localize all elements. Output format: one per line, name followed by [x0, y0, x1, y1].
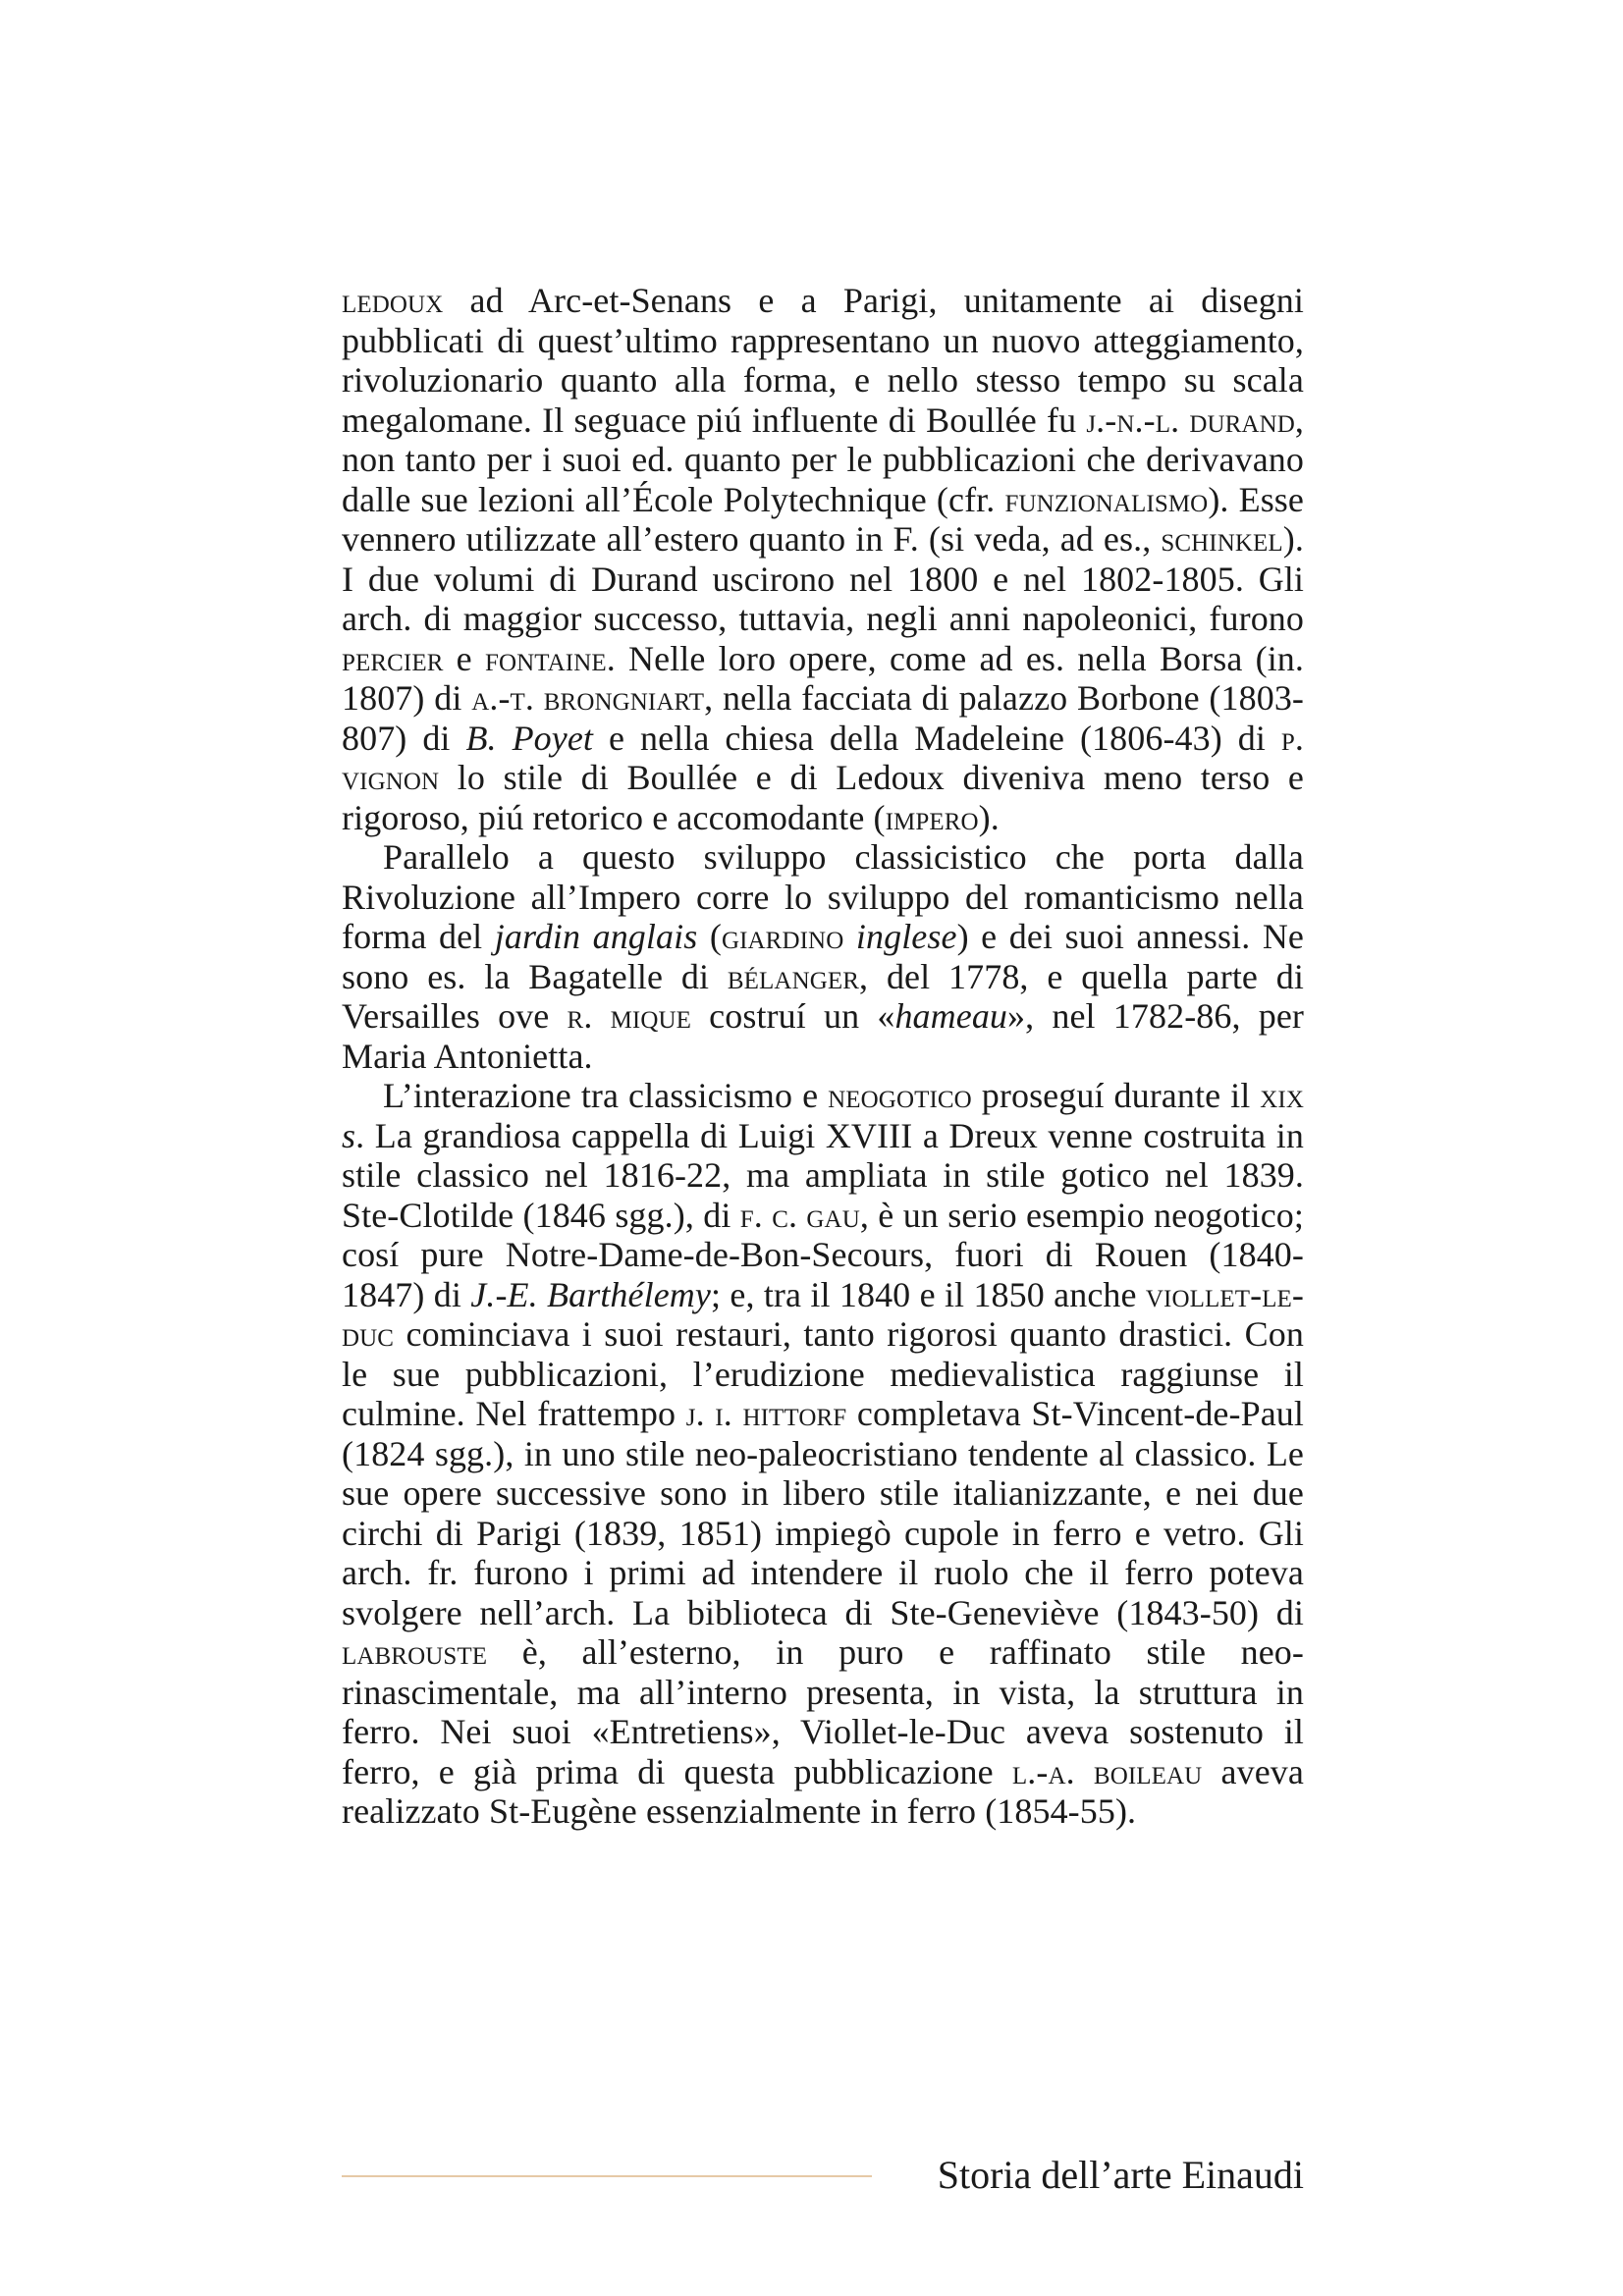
name-reference: a.-t. brongniart: [471, 678, 705, 718]
paragraph-2: [342, 837, 1304, 1076]
text-run: L’interazione tra classicismo e: [383, 1076, 829, 1115]
name-reference: labrouste: [342, 1632, 488, 1672]
text-run: ) e dei suoi annessi. Ne sono es. la Bagatelle di: [342, 917, 1305, 996]
text-run: completava St-Vincent-de-Paul (1824 sgg.), in uno stile neo-paleocristiano tendente al classico. Le sue opere successive sono in libero stile italianizzante, e nei due circhi di Parigi (1839, 1851) impiegò cupole in ferro e vetro. Gli arch. fr. furono i primi ad intendere il ruolo che il ferro poteva svolgere nell’arch. La biblioteca di Ste-Geneviève (1843-50) di: [342, 1394, 1304, 1632]
footer-rule: [342, 2175, 872, 2177]
text-run: proseguí durante il: [971, 1076, 1261, 1115]
text-run: ). I due volumi di Durand uscirono nel 1800 e nel 1802-1805. Gli arch. di maggior successo, tuttavia, negli anni napoleonici, furono: [342, 519, 1304, 638]
text-run: [843, 917, 856, 956]
text-run: Parallelo a questo sviluppo classicistico che porta dalla Rivoluzione all’Impero corre lo sviluppo del romanticismo nella forma del: [342, 837, 1304, 956]
italic-text: B. Poyet: [465, 718, 594, 758]
body-text: [342, 281, 1304, 1832]
italic-text: hameau: [894, 996, 1008, 1036]
text-run: . Nelle loro opere, come ad es. nella Borsa (in. 1807) di: [342, 638, 1304, 718]
text-run: ).: [978, 797, 1000, 837]
text-run: ad Arc-et-Senans e a Parigi, unitamente ai disegni pubblicati di quest’ultimo rappresentano un nuovo atteggiamento, rivoluzionario quanto alla forma, e nello stesso tempo su scala megalomane. Il seguace piú influente di Boullée fu: [342, 281, 1304, 440]
name-reference: j. i. hittorf: [685, 1394, 847, 1433]
text-run: ). Esse vennero utilizzate all’estero quanto in F. (si veda, ad es.,: [342, 479, 1304, 559]
name-reference: impero: [885, 797, 979, 837]
text-run: , del 1778, e quella parte di Versailles ove: [342, 956, 1304, 1036]
text-run: , non tanto per i suoi ed. quanto per le pubblicazioni che derivavano dalle sue lezioni all’École Polytechnique (cfr.: [342, 400, 1304, 519]
text-run: . La grandiosa cappella di Luigi XVIII a Dreux venne costruita in stile classico nel 1816-22, ma ampliata in stile gotico nel 1839. Ste-Clotilde (1846 sgg.), di: [342, 1115, 1304, 1235]
name-reference: r. mique: [567, 996, 692, 1036]
name-reference: fontaine: [484, 638, 607, 678]
text-run: (: [697, 917, 722, 956]
name-reference: j.-n.-l. durand: [1086, 400, 1295, 440]
name-reference: neogotico: [828, 1076, 972, 1115]
text-run: cominciava i suoi restauri, tanto rigorosi quanto drastici. Con le sue pubblicazioni, l’erudizione medievalistica raggiunse il culmine. Nel frattempo: [342, 1314, 1304, 1433]
text-run: », nel 1782-86, per Maria Antonietta.: [342, 996, 1305, 1076]
name-reference: funzionalismo: [1004, 479, 1209, 519]
text-run: e: [443, 638, 485, 678]
text-run: costruí un «: [691, 996, 895, 1036]
name-reference: xix: [1260, 1076, 1304, 1115]
name-reference: schinkel: [1161, 519, 1283, 559]
name-reference: giardino: [721, 917, 844, 956]
text-run: lo stile di Boullée e di Ledoux diveniva meno terso e rigoroso, piú retorico e accomodante (: [342, 758, 1304, 837]
paragraph-1: [342, 281, 1304, 837]
text-run: è, all’esterno, in puro e raffinato stile neo-rinascimentale, ma all’interno presenta, in vista, la struttura in ferro. Nei suoi «Entretiens», Viollet-le-Duc aveva sostenuto il ferro, e già prima di questa pubblicazione: [342, 1632, 1304, 1791]
text-run: e nella chiesa della Madeleine (1806-43) di: [593, 718, 1281, 758]
name-reference: ledoux: [342, 281, 444, 320]
name-reference: p. vignon: [342, 718, 1304, 797]
italic-text: J.-E. Barthélemy: [470, 1274, 711, 1314]
italic-text: inglese: [855, 917, 957, 956]
name-reference: bélanger: [727, 956, 860, 996]
name-reference: viollet-le-duc: [342, 1274, 1305, 1354]
text-run: aveva realizzato St-Eugène essenzialmente in ferro (1854-55).: [342, 1751, 1304, 1831]
name-reference: l.-a. boileau: [1011, 1751, 1203, 1791]
text-run: , nella facciata di palazzo Borbone (1803-807) di: [342, 678, 1305, 758]
text-run: ; e, tra il 1840 e il 1850 anche: [710, 1274, 1146, 1314]
footer-title: Storia dell’arte Einaudi: [937, 2153, 1304, 2197]
text-run: , è un serio esempio neogotico; cosí pure Notre-Dame-de-Bon-Secours, fuori di Rouen (1840-1847) di: [342, 1195, 1304, 1314]
italic-text: s: [342, 1115, 356, 1155]
italic-text: jardin anglais: [494, 917, 698, 956]
name-reference: percier: [342, 638, 444, 678]
paragraph-3: [342, 1076, 1304, 1832]
name-reference: f. c. gau: [739, 1195, 860, 1235]
